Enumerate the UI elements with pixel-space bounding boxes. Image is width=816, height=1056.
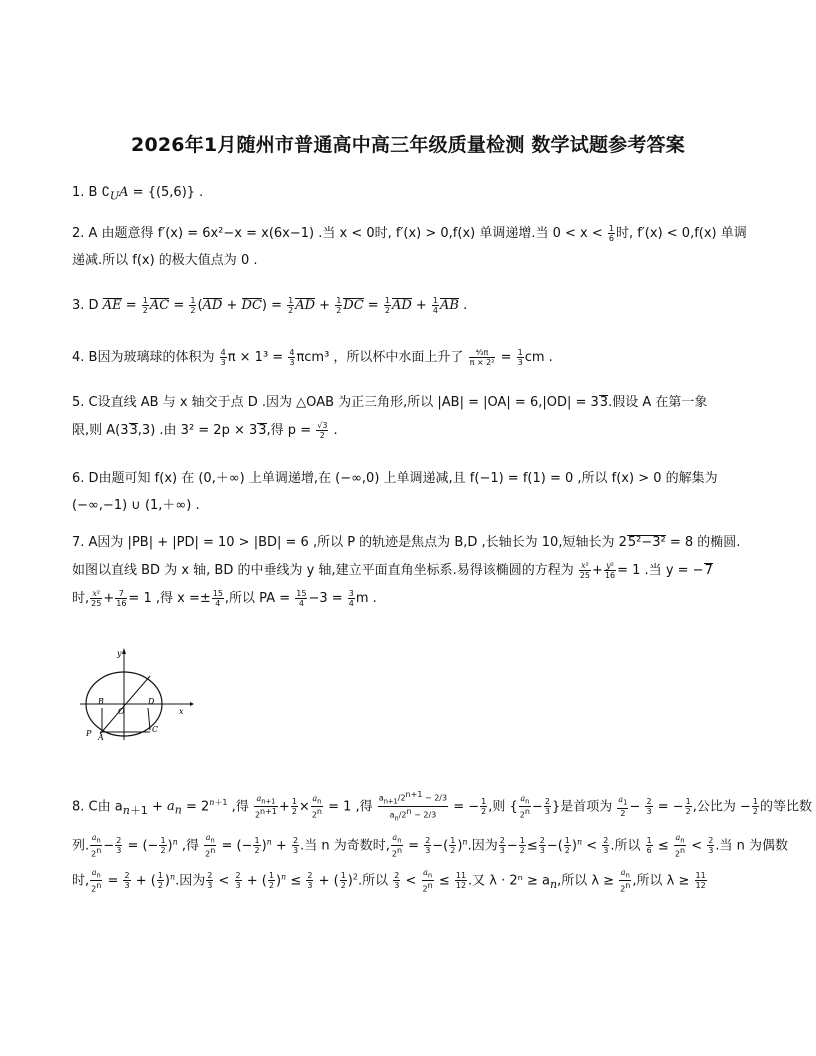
segment-dc [148, 708, 150, 730]
label-o: O [118, 707, 125, 716]
label-d: D [148, 697, 155, 706]
diagonal-line [100, 676, 150, 734]
x-axis-arrow [190, 702, 194, 706]
label-x: x [179, 707, 184, 716]
answer-4: 4. B因为玻璃球的体积为 $\frac{4}{3}$ π × 1³ = $\frac{4}{3}$ πcm³ ，所以杯中水面上升了 $\frac{\text{⁴⁄₃π}}{\text{π × 2²}}$ = $\frac{1}{3}$ cm . [72, 348, 553, 367]
answer-5: 5. C设直线 AB 与 x 轴交于点 D .因为 △OAB 为正三角形,所以 |AB| = |OA| = 6,|OD| = 33.假设 A 在第一象 限,则 A(33,3) .由 3² = 2p × 33,得 p = $\frac{√3}{2}$ . [72, 395, 708, 440]
answer-6: 6. D由题可知 f(x) 在 (0,＋∞) 上单调递增,在 (−∞,0) 上单调递减,且 f(−1) = f(1) = 0 ,所以 f(x) > 0 的解集为 (−∞,−1) ∪ (1,＋∞) . [72, 471, 718, 513]
label-b: B [98, 697, 104, 706]
label-a: A [98, 733, 104, 742]
answer-7: 7. A因为 |PB| + |PD| = 10 > |BD| = 6 ,所以 P 的轨迹是焦点为 B,D ,长轴长为 10,短轴长为 25²−3² = 8 的椭圆. 如图以直线 BD 为 x 轴, BD 的中垂线为 y 轴,建立平面直角坐标系.易得该椭圆的方程为 $\frac{\text{x²}}{25}$ + $\frac{\text{y²}}{16}$ = 1 .当 y = −7 时, $\frac{\text{x²}}{25}$ + $\frac{7}{16}$ = 1 ,得 x =± $\frac{15}{4}$ ,所以 PA = $\frac{15}{4}$ −3 = $\frac{3}{4}$ m . [72, 535, 741, 608]
answer-8: 8. C由 $a_{n+1} + a_n = 2^{n+1}$ ,得 $\frac{a_{n+1}}{2^{n+1}}$ + $\frac{1}{2}$ × $\frac{a_n}{2^n}$ = 1 ,得 $\frac{a_{n+1}/2^{n+1} - 2/3}{a_n/2^n - 2/3}$ = − $\frac{1}{2}$ ,则 { $\frac{a_n}{2^n}$ − $\frac{2}{3}$ }是首项为 $\frac{a_1}{2}$ − $\frac{2}{3}$ = − $\frac{1}{2}$ ,公比为 − $\frac{1}{2}$ 的等比数 列. $\frac{a_n}{2^n}$ − $\frac{2}{3}$ = (− $\frac{1}{2}$ )$^n$ ,得 $\frac{a_n}{2^n}$ = (− $\frac{1}{2}$ )$^n$ + $\frac{2}{3}$ .当 n 为奇数时, $\frac{a_n}{2^n}$ = $\frac{2}{3}$ −( $\frac{1}{2}$ )$^n$.因为 $\frac{2}{3}$ − $\frac{1}{2}$ ≤ $\frac{2}{3}$ −( $\frac{1}{2}$ )$^n$ < $\frac{2}{3}$ .所以 $\frac{1}{6}$ ≤ $\frac{a_n}{2^n}$ < $\frac{2}{3}$ .当 n 为偶数 时, $\frac{a_n}{2^n}$ = $\frac{2}{3}$ + ( $\frac{1}{2}$ )$^n$.因为 $\frac{2}{3}$ < $\frac{2}{3}$ + ( $\frac{1}{2}$ )$^n$ ≤ $\frac{2}{3}$ + ( $\frac{1}{2}$ )$^2$.所以 $\frac{2}{3}$ < $\frac{a_n}{2^n}$ ≤ $\frac{11}{12}$ .又 $\lambda \cdot 2^n \ge a_n$,所以 λ ≥ $\frac{a_n}{2^n}$ ,所以 λ ≥ $\frac{11}{12}$ [72, 790, 812, 894]
y-axis-arrow [122, 648, 126, 654]
label-y: y [117, 649, 122, 658]
answer-1: 1. B $∁_UA = \{(5,6)\}$ . [72, 185, 204, 203]
answer-2: 2. A 由题意得 f′(x) = 6x²−x = x(6x−1) .当 x < 0时, f′(x) > 0,f(x) 单调递增.当 0 < x < $\frac{1}{6}$ 时, f′(x) < 0,f(x) 单调 递减.所以 f(x) 的极大值点为 0 . [72, 224, 747, 268]
answer-3: 3. D AE = $\frac{1}{2}$ AC = $\frac{1}{2}$ (AD + DC) = $\frac{1}{2}$ AD + $\frac{1}{2}$ DC = $\frac{1}{2}$ AD + $\frac{1}{4}$ AB . [72, 296, 468, 315]
page-title: 2026年1月随州市普通高中高三年级质量检测 数学试题参考答案 [131, 134, 685, 156]
ellipse-figure [78, 646, 196, 742]
label-c: C [152, 725, 159, 734]
label-p: P [86, 729, 92, 738]
